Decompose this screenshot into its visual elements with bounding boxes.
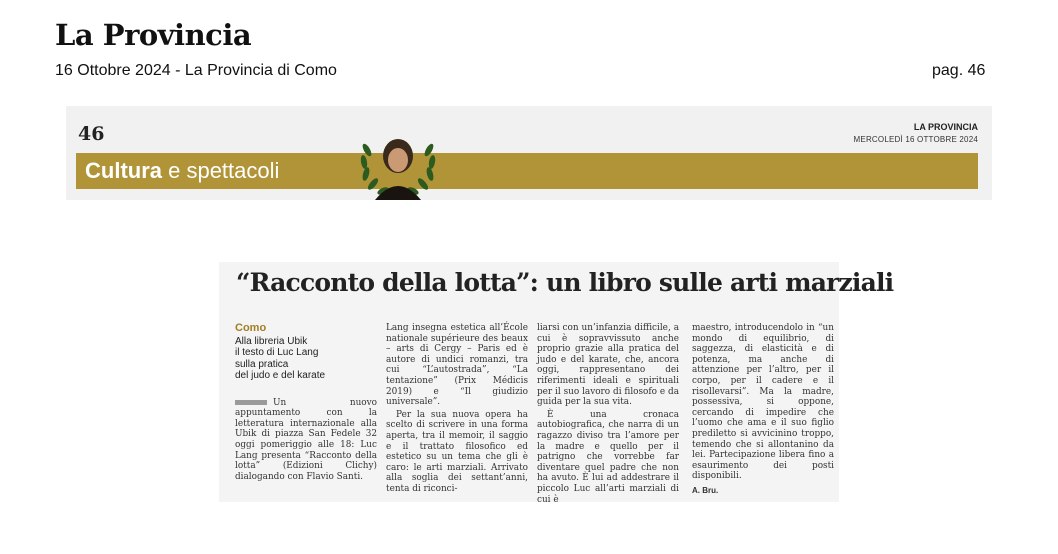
- article-headline: “Racconto della lotta”: un libro sulle arti marziali: [236, 268, 894, 297]
- strip-paper-date: MERCOLEDÌ 16 OTTOBRE 2024: [853, 135, 978, 144]
- article-signature: A. Bru.: [692, 485, 719, 495]
- section-title: [85, 158, 279, 184]
- article-column-1: [235, 323, 377, 484]
- article-paragraph: È una cronaca autobiografica, che narra di un ragazzo diviso tra l’amore per la madre e quello per il patrigno che vorrebbe far diventare quel padre che non ha avuto. È lui ad addestrare il piccolo Luc all’arti marziali di cui è: [537, 409, 679, 505]
- article-column-4: [692, 323, 834, 497]
- kicker-line: del judo e del karate: [235, 370, 326, 382]
- article-lead-paragraph: Un nuovo appuntamento con la letteratura internazionale alla Ubik di piazza San Fedele 32 oggi pomeriggio alle 18: Luc Lang presenta “Racconto della lotta” (Edizioni Clichy) dialogando con Flavio Santi.: [235, 397, 377, 482]
- kicker-line: sulla pratica: [235, 358, 289, 370]
- kicker: [235, 336, 377, 382]
- section-band: [76, 153, 978, 189]
- section-title-rest: e spettacoli: [162, 158, 280, 183]
- strip-paper-name: LA PROVINCIA: [913, 122, 978, 132]
- section-title-bold: Cultura: [85, 158, 162, 183]
- dateline: 16 Ottobre 2024 - La Provincia di Como: [55, 62, 337, 79]
- kicker-line: il testo di Luc Lang: [235, 347, 319, 359]
- article-paragraph: maestro, introducendolo in “un mondo di equilibrio, di saggezza, di elasticità e di potenza, ma anche di attenzione per l’altro, per il corpo, per il cadere e il risollevarsi”. Ma la madre, possessiva, si oppone, cercando di impedire che l’uomo che ama e il suo figlio prediletto si avvicinino troppo, temendo che si allontanino da lei. Partecipazione libera fino a esaurimento dei posti disponibili.: [692, 323, 834, 482]
- kicker-line: Alla libreria Ubik: [235, 335, 308, 347]
- article-paragraph: Lang insegna estetica all’École nationale supérieure des beaux – arts di Cergy – Paris ed è autore di undici romanzi, tra cui “L’autostrada”, “La tentazione” (Prix Médicis 2019) e “Il giudizio universale”.: [386, 323, 528, 408]
- page-label: pag. 46: [932, 62, 986, 79]
- article-column-2: [386, 323, 528, 497]
- article-column-3: [537, 323, 679, 507]
- kicker-place: Como: [235, 322, 267, 334]
- article-paragraph: Per la sua nuova opera ha scelto di scrivere in una forma aperta, tra il memoir, il saggio e il trattato filosofico ed estetico su un tema che gli è caro: le arti marziali. Arrivato alla soglia dei settant’anni, tenta di riconci-: [386, 409, 528, 494]
- article: [219, 262, 894, 505]
- masthead: La Provincia: [55, 18, 252, 52]
- strip-page-number: 46: [78, 123, 105, 145]
- article-paragraph: liarsi con un’infanzia difficile, a cui è sopravvissuto anche proprio grazie alla pratica del judo e del karate, che, ancora oggi, rappresentano dei riferimenti ideali e spirituali per il suo lavoro di filosofo e da guida per la sua vita.: [537, 323, 679, 408]
- page-strip: [66, 106, 992, 200]
- lead-rule: [235, 400, 267, 405]
- laurel-portrait-icon: [355, 120, 441, 200]
